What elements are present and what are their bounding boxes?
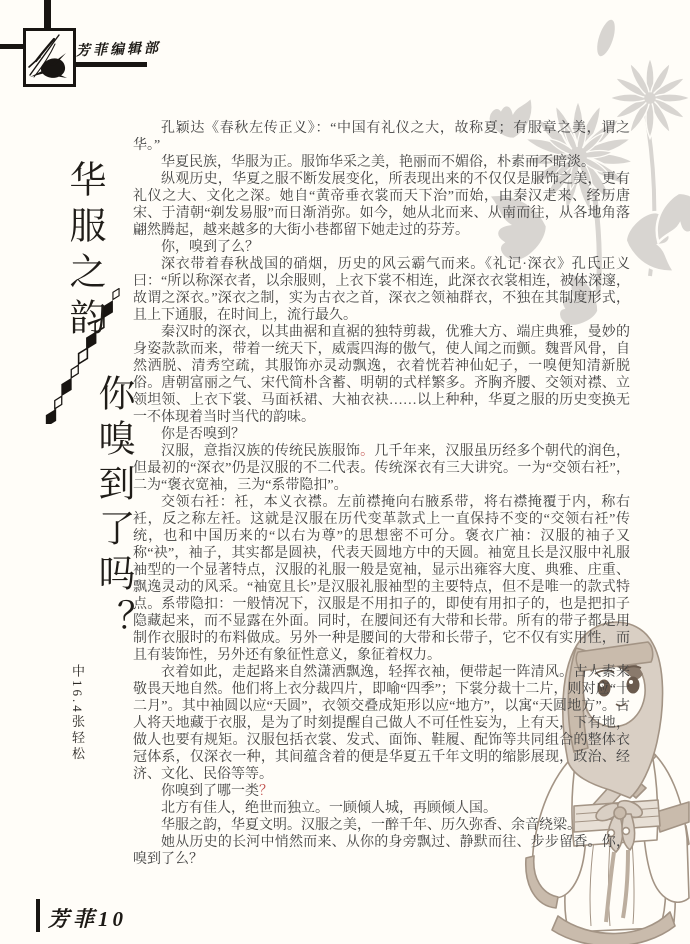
accent-punctuation: 。 xyxy=(360,444,375,459)
paragraph: 衣着如此，走起路来自然潇洒飘逸，轻挥衣袖，便带起一阵清风。古人素来敬畏天地自然。他们将上衣分裁四片，即喻“四季”；下裳分裁十二片，则对应“十二月”。其中袖圆以应“天圆”，衣领交叠成矩形以应“地方”，以寓“天圆地方”。古人将天地藏于衣服，是为了时刻提醒自己做人不可任性妄为，上有天，下有地，做人也要有规矩。汉服包括衣裳、发式、面饰、鞋履、配饰等共同组合的整体衣冠体系，仅深衣一种，其间蕴含着的便是华夏五千年文明的缩影展现，政治、经济、文化、民俗等等。 xyxy=(133,665,630,782)
page-title-main: 华服之韵 xyxy=(63,160,104,344)
paragraph: 秦汉时的深衣，以其曲裾和直裾的独特剪裁，优雅大方、端庄典雅，曼妙的身姿款款而来，带着一统天下，威震四海的傲气，使人闻之而颤。魏晋风骨，自然洒脱、清秀空疏，其服饰亦灵动飘逸，衣着恍若神仙妃子，一嗅便知清新脱俗。唐朝富丽之气、宋代简朴含蓄、明朝的式样繁多。齐胸齐腰、交领对襟、立领坦领、上衣下裳、马面袄裙、大袖衣袂……以上种种，华夏之服的历史变换无一不体现着当时当代的韵味。 xyxy=(133,325,630,425)
footer-page-label: 芳菲10 xyxy=(48,907,127,931)
paragraph-text: 汉服，意指汉族的传统民族服饰 xyxy=(161,444,361,459)
paragraph: 华服之韵，华夏文明。汉服之美，一醉千年、历久弥香、余音绕梁。 xyxy=(161,818,581,833)
logo-left-bar xyxy=(0,44,25,49)
author-byline: 中16.4张轻松 xyxy=(70,664,85,763)
ink-bamboo-icon xyxy=(23,28,76,87)
paragraph: 深衣带着春秋战国的硝烟，历史的风云霸气而来。《礼记·深衣》孔氏正义曰：“所以称深衣者，以余服则，上衣下裳不相连，此深衣衣裳相连，被体深邃，故谓之深衣。”深衣之制，实为古衣之首，深衣之领袖群衣，不独在其制度形式，且上下通服，在时间上，流行最久。 xyxy=(133,257,630,323)
page-title-sub: 你嗅到了吗？ xyxy=(92,374,133,644)
paragraph xyxy=(133,783,630,800)
logo-right-bar xyxy=(69,62,147,67)
paragraph-text: 几千年来，汉服虽历经多个朝代的润色，但最初的“深衣”仍是汉服的不二代表。传统深衣有三大讲究。一为“交领右衽”，二为“褒衣宽袖，三为“系带隐扣”。 xyxy=(133,444,630,493)
paragraph: 你是否嗅到？ xyxy=(161,427,245,442)
article xyxy=(133,120,630,868)
paragraph: 她从历史的长河中悄然而来、从你的身旁飘过、静默而往、步步留香。你，嗅到了么？ xyxy=(133,835,630,867)
footer-tick-bar xyxy=(36,899,40,932)
masthead-logo xyxy=(0,0,220,110)
paragraph: 华夏民族，华服为正。服饰华采之美，艳丽而不媚俗，朴素而不暗淡。 xyxy=(161,155,595,170)
paragraph: 纵观历史，华夏之服不断发展变化，所表现出来的不仅仅是服饰之美，更有礼仪之大、文化之深。她自“黄帝垂衣裳而天下治”而始，由秦汉走来、经历唐宋、于清朝“剃发易服”而日渐消弥。如今，她从北而来、从南而往，从各地角落翩然腾起，越来越多的大街小巷都留下她走过的芬芳。 xyxy=(133,172,630,238)
paragraph: 孔颖达《春秋左传正义》：“中国有礼仪之大，故称夏；有服章之美，谓之华。” xyxy=(133,121,630,153)
masthead-brand-calligraphy: 芳菲编辑部 xyxy=(75,41,162,60)
paragraph-text: 你嗅到了哪一类 xyxy=(161,784,259,799)
paragraph: 你，嗅到了么？ xyxy=(161,240,259,255)
accent-punctuation: ？ xyxy=(259,784,273,799)
paragraph xyxy=(133,443,630,494)
paragraph: 北方有佳人，绝世而独立。一顾倾人城，再顾倾人国。 xyxy=(161,801,497,816)
paragraph: 交领右衽：衽，本义衣襟。左前襟掩向右腋系带，将右襟掩覆于内，称右衽，反之称左衽。这就是汉服在历代变革款式上一直保持不变的“交领右衽”传统，也和中国历来的“以右为尊”的思想密不可分。褒衣广袖：汉服的袖子又称“袂”，袖子，其实都是圆袂，代表天圆地方中的天圆。袖宽且长是汉服中礼服袖型的一个显著特点，汉服的礼服一般是宽袖，显示出雍容大度、典雅、庄重、飘逸灵动的风采。“袖宽且长”是汉服礼服袖型的主要特点，但不是唯一的款式特点。系带隐扣：一般情况下，汉服是不用扣子的，即使有用扣子的，也是把扣子隐藏起来，而不显露在外面。同时，在腰间还有大带和长带。所有的带子都是用制作衣服时的布料做成。另外一种是腰间的大带和长带子，它不仅有实用性，而且有装饰性，另外还有象征性意义，象征着权力。 xyxy=(133,495,630,663)
